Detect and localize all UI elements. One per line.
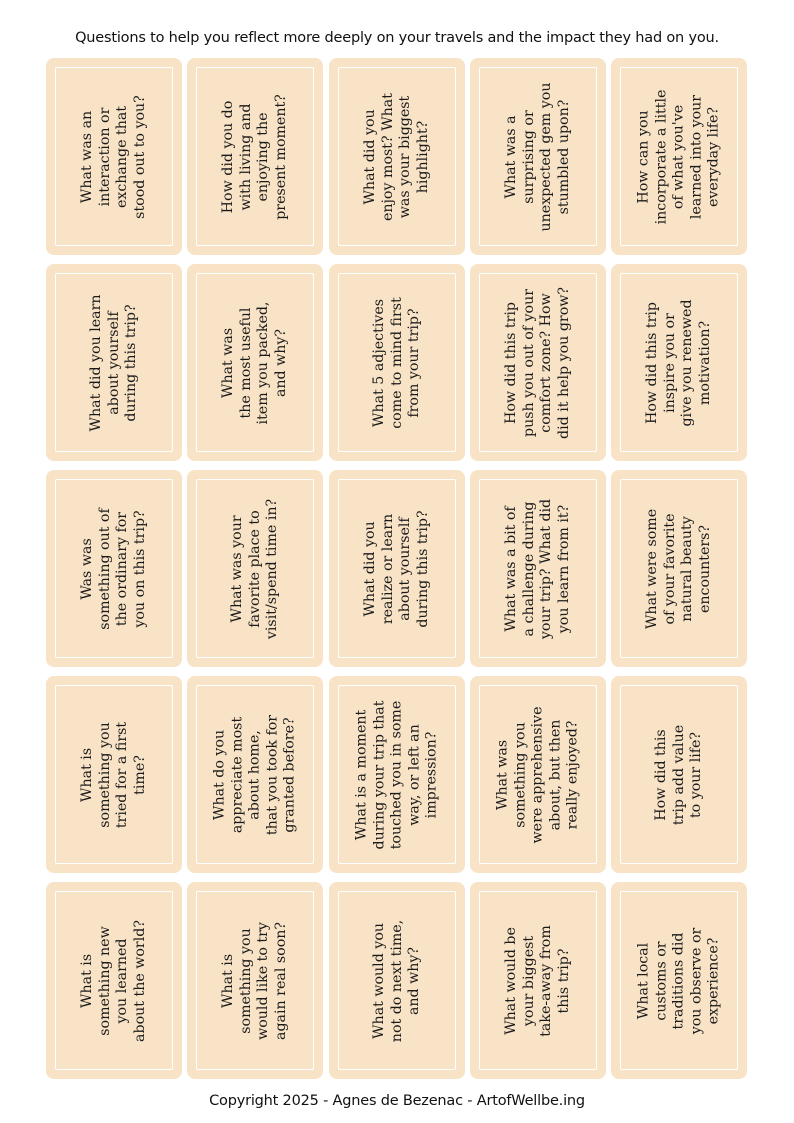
question-card: [46, 676, 182, 873]
question-text: What was something you were apprehensive about, but then really enjoyed?: [494, 706, 581, 843]
question-text: What was a bit of a challenge during your trip? What did you learn from it?: [503, 498, 572, 639]
question-text: How did this trip add value to your life?: [652, 724, 704, 825]
question-card: [470, 676, 606, 873]
question-card: [46, 58, 182, 255]
question-text: What did you enjoy most? What was your biggest highlight?: [362, 92, 431, 221]
question-text: What would you not do next time, and why?: [370, 919, 422, 1042]
page-header: Questions to help you reflect more deeply on your travels and the impact they had on you.: [75, 30, 719, 46]
question-card: [46, 470, 182, 667]
question-text: What is something you tried for a first time?: [79, 721, 148, 828]
question-card: [46, 264, 182, 461]
question-card: [329, 264, 465, 461]
question-text: What was an interaction or exchange that stood out to you?: [79, 94, 148, 219]
question-card: [470, 58, 606, 255]
copyright-footer: Copyright 2025 - Agnes de Bezenac - ArtofWellbe.ing: [209, 1093, 585, 1109]
question-card: [329, 58, 465, 255]
question-card: [329, 676, 465, 873]
question-card: [187, 264, 323, 461]
question-card: [46, 882, 182, 1079]
question-text: What is a moment during your trip that touched you in some way, or left an impression?: [353, 700, 440, 849]
question-card: [470, 882, 606, 1079]
question-card: [470, 470, 606, 667]
question-card: [187, 470, 323, 667]
question-text: What is something new you learned about the world?: [79, 919, 148, 1042]
question-text: How did you do with living and enjoying the present moment?: [220, 93, 289, 220]
question-card: [611, 882, 747, 1079]
question-text: What 5 adjectives come to mind first from your trip?: [370, 296, 422, 429]
question-text: What do you appreciate most about home, that you took for granted before?: [211, 714, 298, 835]
question-card: [187, 676, 323, 873]
question-text: What were some of your favorite natural beauty encounters?: [644, 508, 713, 629]
question-text: What did you realize or learn about yourself during this trip?: [362, 509, 431, 628]
question-text: What was a surprising or unexpected gem you stumbled upon?: [503, 82, 572, 231]
question-text: What was your favorite place to visit/spend time in?: [228, 498, 280, 639]
question-card: [611, 264, 747, 461]
question-card: [611, 470, 747, 667]
question-card: [187, 58, 323, 255]
question-card: [187, 882, 323, 1079]
question-card: [611, 676, 747, 873]
question-text: What did you learn about yourself during this trip?: [87, 293, 139, 432]
question-text: What would be your biggest take-away from this trip?: [503, 924, 572, 1037]
question-card: [611, 58, 747, 255]
question-text: How can you incorporate a little of what you've learned into your everyday life?: [635, 89, 722, 224]
question-card: [470, 264, 606, 461]
question-text: What is something you would like to try again real soon?: [220, 921, 289, 1040]
question-card: [329, 882, 465, 1079]
question-text: What was the most useful item you packed, and why?: [220, 301, 289, 424]
question-text: Was was something out of the ordinary for you on this trip?: [79, 507, 148, 630]
question-text: What local customs or traditions did you observe or experience?: [635, 927, 722, 1034]
question-text: How did this trip inspire you or give you renewed motivation?: [644, 298, 713, 427]
question-card: [329, 470, 465, 667]
question-text: How did this trip push you out of your comfort zone? How did it help you grow?: [503, 286, 572, 439]
